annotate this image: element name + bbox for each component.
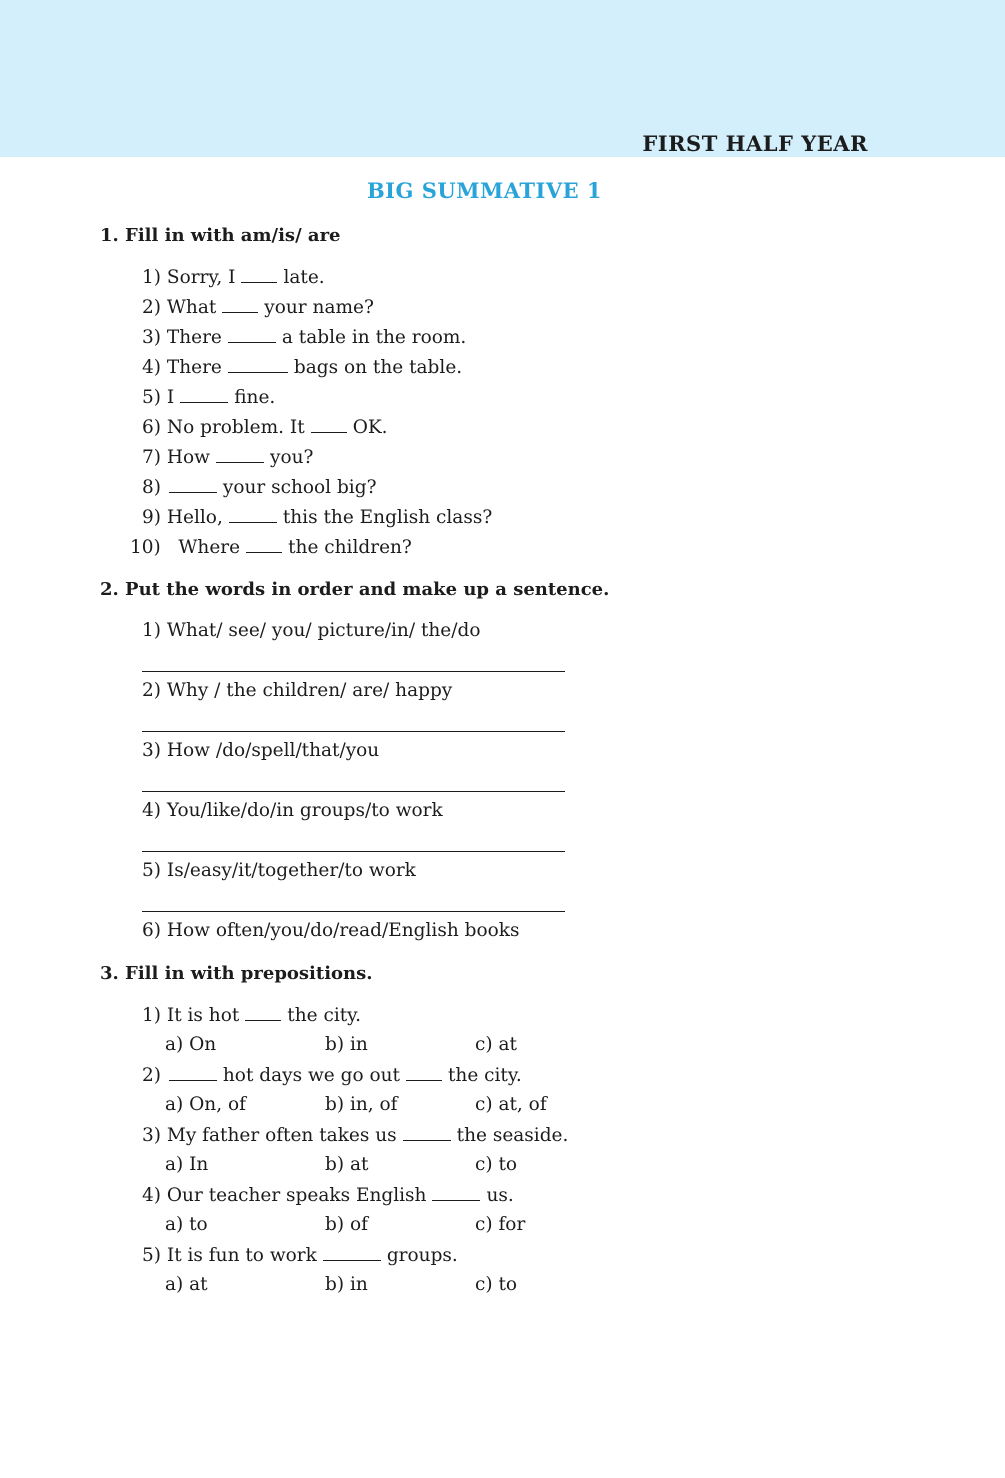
answer-blank[interactable] [432,1186,480,1201]
answer-blank[interactable] [246,538,282,553]
option-c[interactable]: c) at, of [475,1094,547,1115]
s1-item-7: 7) How you? [142,447,314,468]
s1-item-6: 6) No problem. It OK. [142,417,388,438]
answer-blank[interactable] [241,268,277,283]
option-c[interactable]: c) to [475,1154,518,1175]
s2-item-4: 4) You/like/do/in groups/to work [142,800,443,821]
option-a[interactable]: a) On [165,1034,217,1055]
option-a[interactable]: a) at [165,1274,208,1295]
s1-item-9: 9) Hello, this the English class? [142,507,493,528]
option-c[interactable]: c) at [475,1034,517,1055]
option-b[interactable]: b) in [325,1034,368,1055]
section-3-heading: 3. Fill in with prepositions. [100,963,373,984]
answer-blank[interactable] [323,1246,381,1261]
answer-blank[interactable] [222,298,258,313]
answer-line[interactable] [142,731,565,732]
s2-item-3: 3) How /do/spell/that/you [142,740,380,761]
s1-item-2: 2) What your name? [142,297,374,318]
answer-blank[interactable] [245,1006,281,1021]
s1-item-3: 3) There a table in the room. [142,327,467,348]
answer-blank[interactable] [180,388,228,403]
answer-blank[interactable] [228,328,276,343]
s1-item-5: 5) I fine. [142,387,276,408]
s3-item-1: 1) It is hot the city. [142,1005,362,1026]
option-a[interactable]: a) In [165,1154,209,1175]
s3-item-3: 3) My father often takes us the seaside. [142,1125,569,1146]
page-title: BIG SUMMATIVE 1 [366,178,603,203]
answer-blank[interactable] [169,1066,217,1081]
s2-item-5: 5) Is/easy/it/together/to work [142,860,416,881]
option-b[interactable]: b) in [325,1274,368,1295]
s2-item-2: 2) Why / the children/ are/ happy [142,680,453,701]
s1-item-1: 1) Sorry, I late. [142,267,325,288]
answer-blank[interactable] [228,358,288,373]
page-header: FIRST HALF YEAR [642,131,868,156]
s2-item-1: 1) What/ see/ you/ picture/in/ the/do [142,620,481,641]
s1-item-4: 4) There bags on the table. [142,357,463,378]
answer-line[interactable] [142,851,565,852]
section-1-heading: 1. Fill in with am/is/ are [100,225,341,246]
answer-blank[interactable] [311,418,347,433]
answer-blank[interactable] [216,448,264,463]
s3-item-4: 4) Our teacher speaks English us. [142,1185,514,1206]
s3-item-5: 5) It is fun to work groups. [142,1245,458,1266]
option-c[interactable]: c) for [475,1214,526,1235]
option-b[interactable]: b) of [325,1214,368,1235]
s3-item-2: 2) hot days we go out the city. [142,1065,522,1086]
section-2-heading: 2. Put the words in order and make up a sentence. [100,579,610,600]
answer-line[interactable] [142,911,565,912]
option-b[interactable]: b) in, of [325,1094,398,1115]
option-c[interactable]: c) to [475,1274,518,1295]
s2-item-6: 6) How often/you/do/read/English books [142,920,520,941]
answer-blank[interactable] [403,1126,451,1141]
s1-item-8: 8) your school big? [142,477,377,498]
answer-blank[interactable] [169,478,217,493]
answer-line[interactable] [142,671,565,672]
s1-item-10: 10) Where the children? [130,537,412,558]
option-b[interactable]: b) at [325,1154,369,1175]
answer-blank[interactable] [406,1066,442,1081]
option-a[interactable]: a) to [165,1214,208,1235]
answer-blank[interactable] [229,508,277,523]
answer-line[interactable] [142,791,565,792]
option-a[interactable]: a) On, of [165,1094,246,1115]
